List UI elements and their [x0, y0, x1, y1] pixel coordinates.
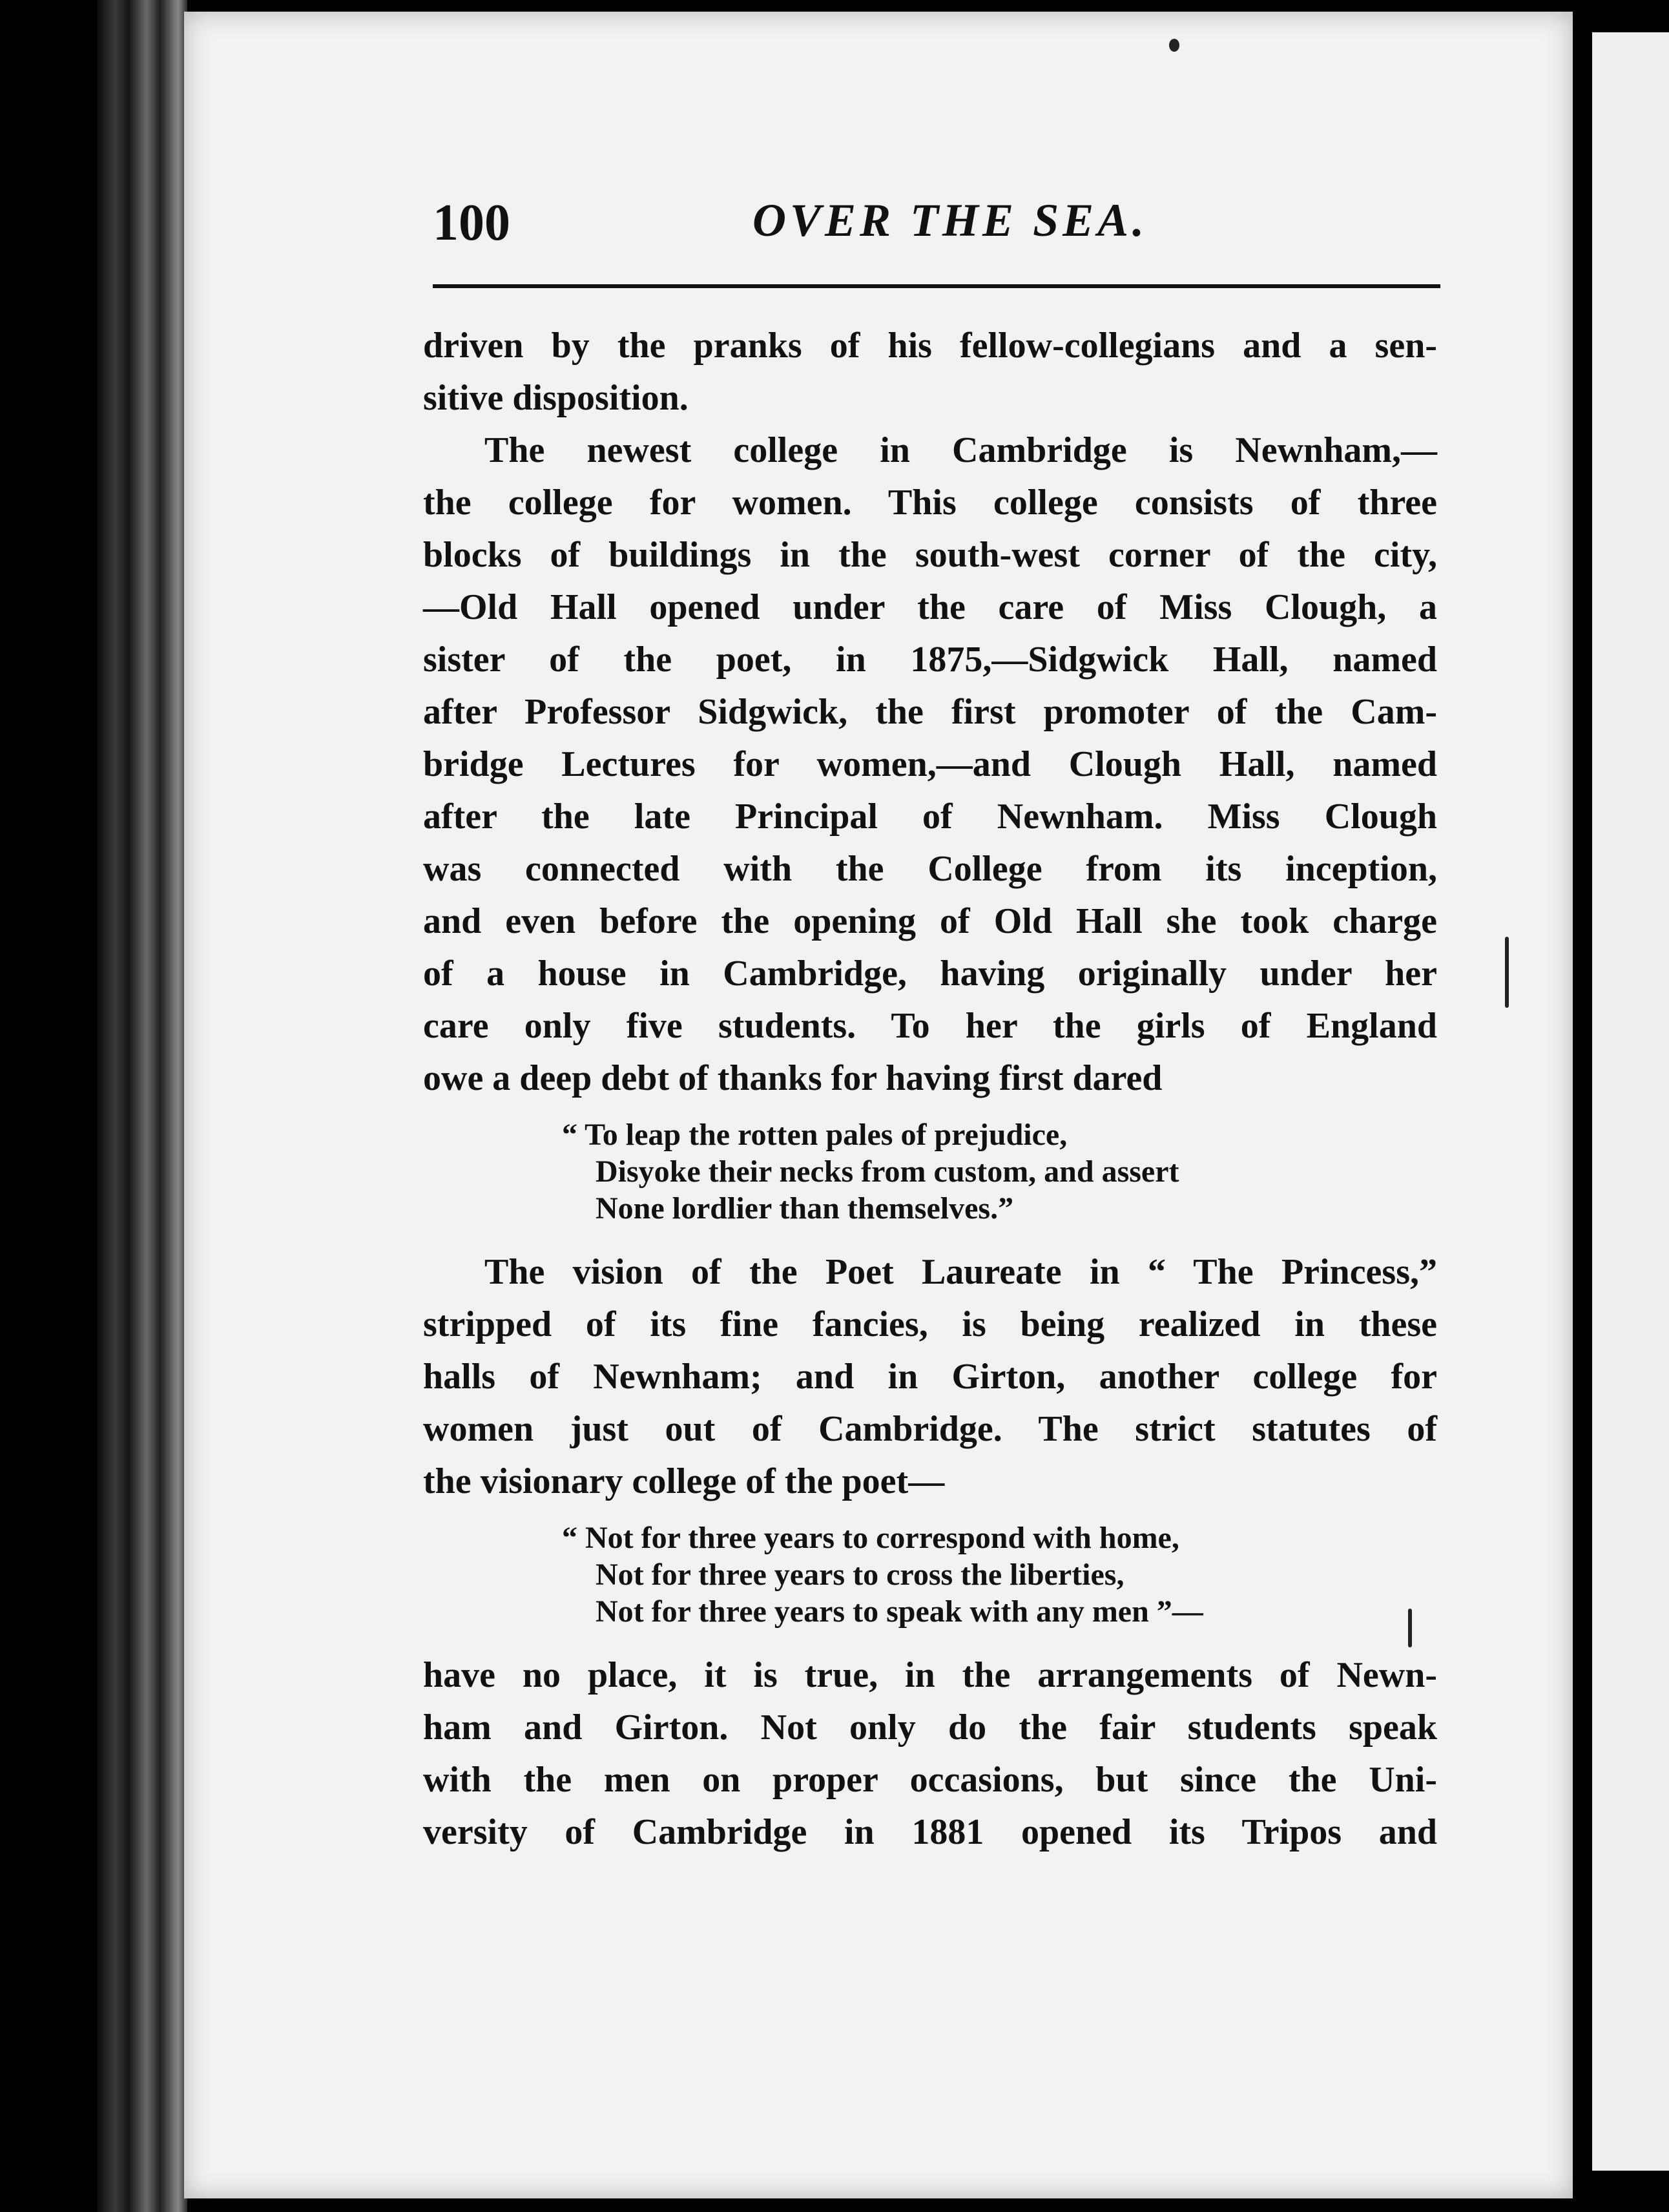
verse-quote-2	[423, 1519, 1437, 1630]
paragraph-2	[423, 424, 1437, 1105]
text-line: with the men on proper occasions, but since the Uni-	[423, 1760, 1437, 1800]
header-rule	[433, 284, 1440, 288]
body-text	[423, 320, 1437, 1859]
ink-speck	[1505, 937, 1509, 1008]
verse-line: None lordlier than themselves.”	[596, 1191, 1014, 1226]
text-line: —Old Hall opened under the care of Miss Clough, a	[423, 587, 1437, 627]
ink-speck	[1408, 1609, 1412, 1647]
text-line: the visionary college of the poet—	[423, 1461, 945, 1501]
verse-line: Not for three years to cross the liberties,	[596, 1558, 1125, 1592]
facing-page-edge	[1592, 32, 1669, 2171]
text-line: sitive disposition.	[423, 378, 689, 418]
text-line: have no place, it is true, in the arrangements of Newn-	[423, 1655, 1437, 1695]
verse-quote-1	[423, 1116, 1437, 1227]
verse-line: Not for three years to speak with any men ”—	[596, 1594, 1203, 1629]
text-line: The vision of the Poet Laureate in “ The Princess,”	[484, 1252, 1437, 1292]
text-line: care only five students. To her the girls of England	[423, 1006, 1437, 1046]
text-line: the college for women. This college consists of three	[423, 483, 1437, 523]
ink-speck	[1169, 39, 1179, 52]
text-line: of a house in Cambridge, having originally under her	[423, 954, 1437, 994]
paragraph-1	[423, 320, 1437, 424]
text-line: women just out of Cambridge. The strict statutes of	[423, 1409, 1437, 1449]
text-line: bridge Lectures for women,—and Clough Hall, named	[423, 744, 1437, 784]
verse-line: “ Not for three years to correspond with home,	[562, 1521, 1179, 1555]
running-head	[433, 194, 1440, 265]
text-line: halls of Newnham; and in Girton, another college for	[423, 1357, 1437, 1397]
text-line: and even before the opening of Old Hall she took charge	[423, 901, 1437, 941]
paragraph-4	[423, 1649, 1437, 1859]
text-line: blocks of buildings in the south-west corner of the city,	[423, 535, 1437, 575]
text-line: ham and Girton. Not only do the fair students speak	[423, 1707, 1437, 1748]
verse-line: “ To leap the rotten pales of prejudice,	[562, 1118, 1068, 1152]
book-binding	[97, 0, 187, 2212]
text-line: driven by the pranks of his fellow-collegians and a sen-	[423, 326, 1437, 366]
text-line: owe a deep debt of thanks for having first dared	[423, 1058, 1163, 1098]
verse-line: Disyoke their necks from custom, and assert	[596, 1154, 1179, 1189]
text-line: versity of Cambridge in 1881 opened its Tripos and	[423, 1812, 1437, 1852]
text-line: The newest college in Cambridge is Newnham,—	[484, 430, 1437, 470]
text-line: after the late Principal of Newnham. Miss Clough	[423, 797, 1437, 837]
text-line: stripped of its fine fancies, is being realized in these	[423, 1304, 1437, 1344]
page-number: 100	[433, 194, 510, 251]
paragraph-3	[423, 1246, 1437, 1508]
running-title: OVER THE SEA.	[752, 194, 1148, 246]
text-line: sister of the poet, in 1875,—Sidgwick Hall, named	[423, 640, 1437, 680]
text-line: after Professor Sidgwick, the first promoter of the Cam-	[423, 692, 1437, 732]
text-line: was connected with the College from its inception,	[423, 849, 1437, 889]
